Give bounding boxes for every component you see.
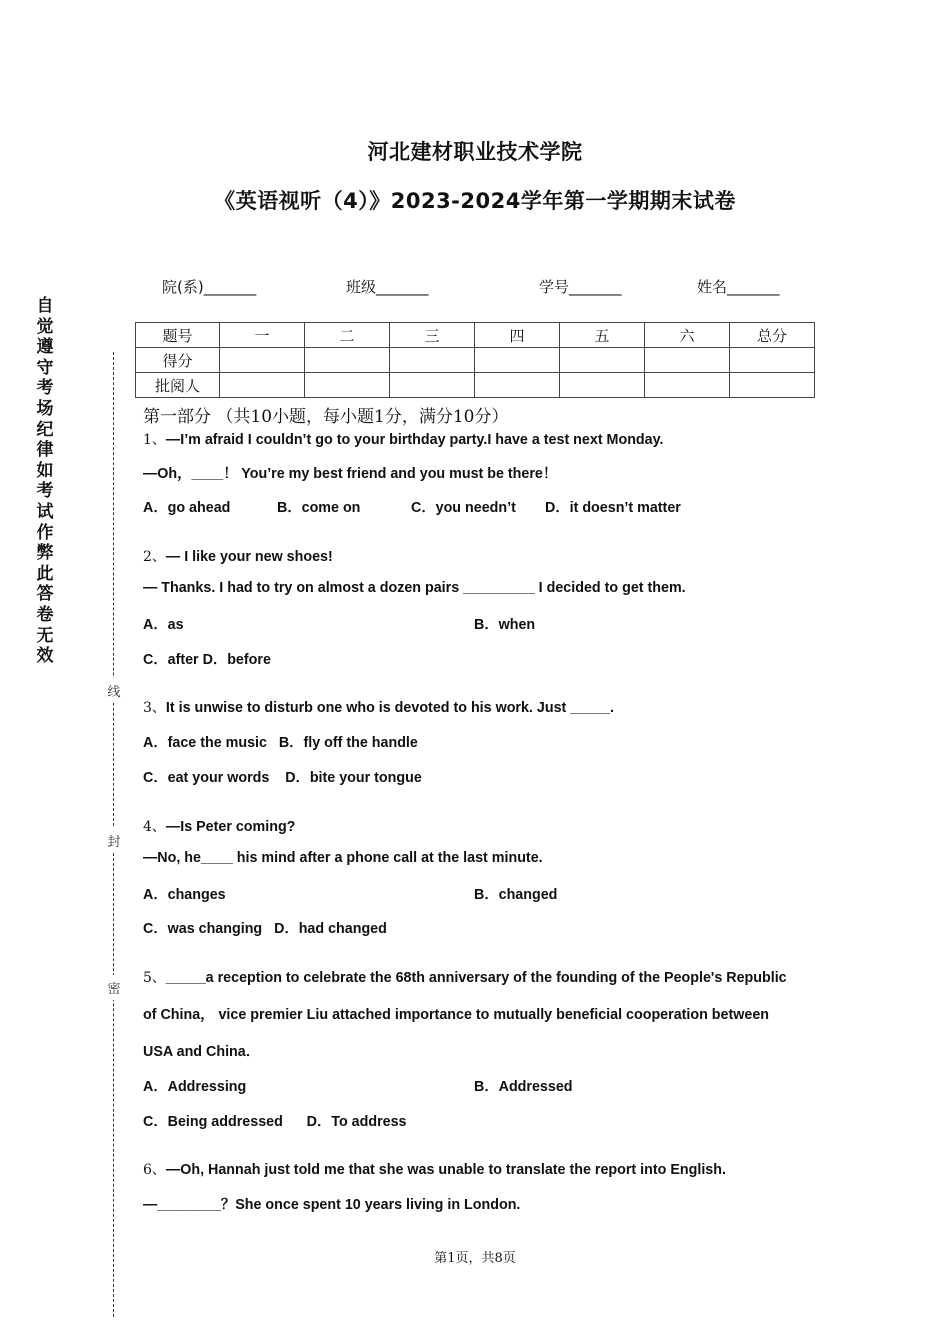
question-1-stem — [143, 429, 663, 449]
question-text: —Oh, Hannah just told me that she was unable to translate the report into English. — [165, 1162, 726, 1178]
reviewer-cell — [220, 373, 305, 398]
header-cell: 二 — [305, 323, 390, 348]
score-row-label: 得分 — [136, 348, 220, 373]
score-cell — [390, 348, 475, 373]
student-id-field: 学号_______ — [539, 278, 622, 296]
question-text: _____a reception to celebrate the 68th anniversary of the founding of the People's Republic — [165, 970, 787, 986]
reviewer-cell — [305, 373, 390, 398]
question-4-stem — [143, 816, 295, 836]
section-title: 第一部分 （共10小题，每小题1分，满分10分） — [143, 407, 509, 427]
question-6-stem — [143, 1159, 726, 1179]
header-cell: 总分 — [730, 323, 815, 348]
question-text: —Is Peter coming? — [165, 819, 296, 835]
question-text: —I’m afraid I couldn’t go to your birthday party.I have a test next Monday. — [165, 432, 664, 448]
question-text: It is unwise to disturb one who is devoted to his work. Just _____. — [165, 700, 614, 716]
exam-title: 《英语视听（4）》2023-2024学年第一学期期末试卷 — [214, 189, 736, 213]
header-cell: 三 — [390, 323, 475, 348]
question-2-stem — [143, 546, 333, 566]
question-number: 3、 — [143, 700, 166, 716]
question-3-stem — [143, 697, 614, 717]
question-2-option-b[interactable]: B．when — [474, 617, 536, 633]
score-cell — [560, 348, 645, 373]
question-2-option-a[interactable]: A．as — [143, 617, 184, 633]
question-number: 1、 — [143, 432, 166, 448]
seal-char-close: 密 — [106, 975, 122, 1000]
header-cell: 四 — [475, 323, 560, 348]
score-table-header-row — [136, 323, 815, 348]
school-title: 河北建材职业技术学院 — [367, 140, 583, 164]
score-table — [135, 322, 815, 398]
page-number: 第1页，共8页 — [434, 1251, 516, 1266]
seal-char-seal: 封 — [106, 828, 122, 853]
header-cell: 一 — [220, 323, 305, 348]
reviewer-row-label: 批阅人 — [136, 373, 220, 398]
question-1-option-c[interactable]: C．you needn’t — [411, 500, 516, 516]
exam-discipline-notice: 自觉遵守考场纪律如考试作弊此答卷无效 — [36, 296, 54, 667]
question-4-option-a[interactable]: A．changes — [143, 887, 226, 903]
question-number: 4、 — [143, 819, 166, 835]
question-number: 2、 — [143, 549, 166, 565]
question-1-option-d[interactable]: D．it doesn’t matter — [545, 500, 681, 516]
question-5-option-b[interactable]: B．Addressed — [474, 1079, 573, 1095]
score-cell — [305, 348, 390, 373]
dept-field: 院(系)_______ — [162, 278, 257, 296]
question-4-option-b[interactable]: B．changed — [474, 887, 558, 903]
question-number: 6、 — [143, 1162, 166, 1178]
question-2-option-cd[interactable]: C．after D．before — [143, 652, 271, 668]
question-1-line2: —Oh，____！ You’re my best friend and you must be there！ — [143, 466, 558, 482]
question-5-option-a[interactable]: A．Addressing — [143, 1079, 247, 1095]
class-field: 班级_______ — [346, 278, 429, 296]
header-cell: 题号 — [136, 323, 220, 348]
header-cell: 五 — [560, 323, 645, 348]
question-text: — I like your new shoes! — [165, 549, 333, 565]
header-cell: 六 — [645, 323, 730, 348]
score-cell — [220, 348, 305, 373]
question-6-line2: —________？She once spent 10 years living in London. — [143, 1197, 521, 1213]
question-3-option-cd[interactable]: C．eat your words D．bite your tongue — [143, 770, 422, 786]
question-5-line2: of China， vice premier Liu attached importance to mutually beneficial cooperation between — [143, 1007, 770, 1023]
question-4-option-cd[interactable]: C．was changing D．had changed — [143, 921, 387, 937]
question-5-option-cd[interactable]: C．Being addressed D．To address — [143, 1114, 407, 1130]
reviewer-cell — [560, 373, 645, 398]
question-5-line3: USA and China． — [143, 1044, 261, 1060]
reviewer-row — [136, 373, 815, 398]
question-5-stem — [143, 967, 787, 987]
question-1-option-b[interactable]: B．come on — [277, 500, 361, 516]
score-cell — [645, 348, 730, 373]
question-3-option-ab[interactable]: A．face the music B．fly off the handle — [143, 735, 418, 751]
name-field: 姓名_______ — [697, 278, 780, 296]
question-2-line2: — Thanks. I had to try on almost a dozen pairs _________ I decided to get them. — [143, 580, 686, 596]
reviewer-cell — [645, 373, 730, 398]
reviewer-cell — [390, 373, 475, 398]
question-4-line2: —No, he____ his mind after a phone call at the last minute. — [143, 850, 543, 866]
question-number: 5、 — [143, 970, 166, 986]
score-row — [136, 348, 815, 373]
score-cell — [730, 348, 815, 373]
question-1-option-a[interactable]: A．go ahead — [143, 500, 231, 516]
score-cell — [475, 348, 560, 373]
seal-char-line: 线 — [106, 678, 122, 703]
reviewer-cell — [475, 373, 560, 398]
reviewer-cell — [730, 373, 815, 398]
